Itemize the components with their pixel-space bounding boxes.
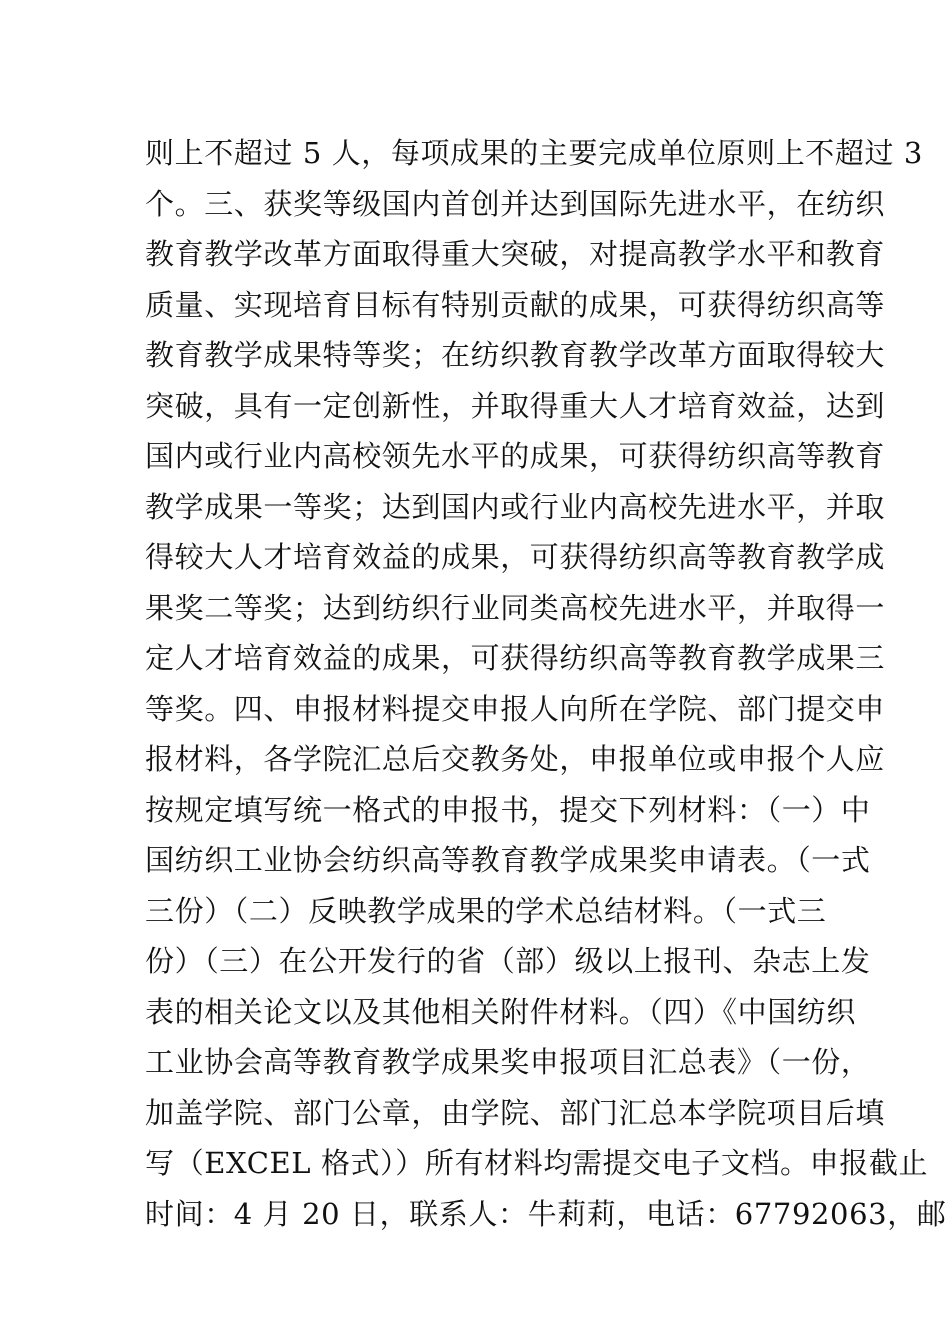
text-line-20: 加盖学院、部门公章，由学院、部门汇总本学院项目后填 — [145, 1095, 886, 1130]
text-line-19: 工业协会高等教育教学成果奖申报项目汇总表》（一份， — [145, 1045, 871, 1079]
text-line-14: 按规定填写统一格式的申报书，提交下列材料：（一）中 — [145, 792, 871, 827]
text-line-18: 表的相关论文以及其他相关附件材料。（四）《中国纺织 — [145, 994, 857, 1029]
text-line-12: 等奖。四、申报材料提交申报人向所在学院、部门提交申 — [145, 691, 886, 726]
text-line-16: 三份）（二）反映教学成果的学术总结材料。（一式三 — [145, 893, 827, 928]
text-line-13: 报材料，各学院汇总后交教务处，申报单位或申报个人应 — [145, 742, 886, 776]
text-line-11: 定人才培育效益的成果，可获得纺织高等教育教学成果三 — [145, 641, 886, 675]
text-line-10: 果奖二等奖；达到纺织行业同类高校先进水平，并取得一 — [145, 590, 886, 625]
text-line-15: 国纺织工业协会纺织高等教育教学成果奖申请表。（一式 — [145, 843, 871, 877]
text-line-2: 个。三、获奖等级国内首创并达到国际先进水平，在纺织 — [145, 186, 886, 221]
text-line-22: 时间：4 月 20 日，联系人：牛莉莉，电话：67792063，邮 — [145, 1196, 947, 1231]
text-line-8: 教学成果一等奖；达到国内或行业内高校先进水平，并取 — [145, 489, 886, 524]
text-line-5: 教育教学成果特等奖；在纺织教育教学改革方面取得较大 — [145, 338, 886, 372]
text-line-3: 教育教学改革方面取得重大突破，对提高教学水平和教育 — [145, 237, 886, 271]
text-line-6: 突破，具有一定创新性，并取得重大人才培育效益，达到 — [145, 388, 886, 423]
text-line-4: 质量、实现培育目标有特别贡献的成果，可获得纺织高等 — [145, 287, 886, 322]
text-line-7: 国内或行业内高校领先水平的成果，可获得纺织高等教育 — [145, 439, 886, 473]
body-text — [145, 128, 947, 1239]
text-line-1: 则上不超过 5 人，每项成果的主要完成单位原则上不超过 3 — [145, 136, 923, 170]
text-line-9: 得较大人才培育效益的成果，可获得纺织高等教育教学成 — [145, 540, 886, 574]
text-line-17: 份）（三）在公开发行的省（部）级以上报刊、杂志上发 — [145, 944, 871, 978]
text-line-21: 写（EXCEL 格式））所有材料均需提交电子文档。申报截止 — [145, 1146, 929, 1180]
